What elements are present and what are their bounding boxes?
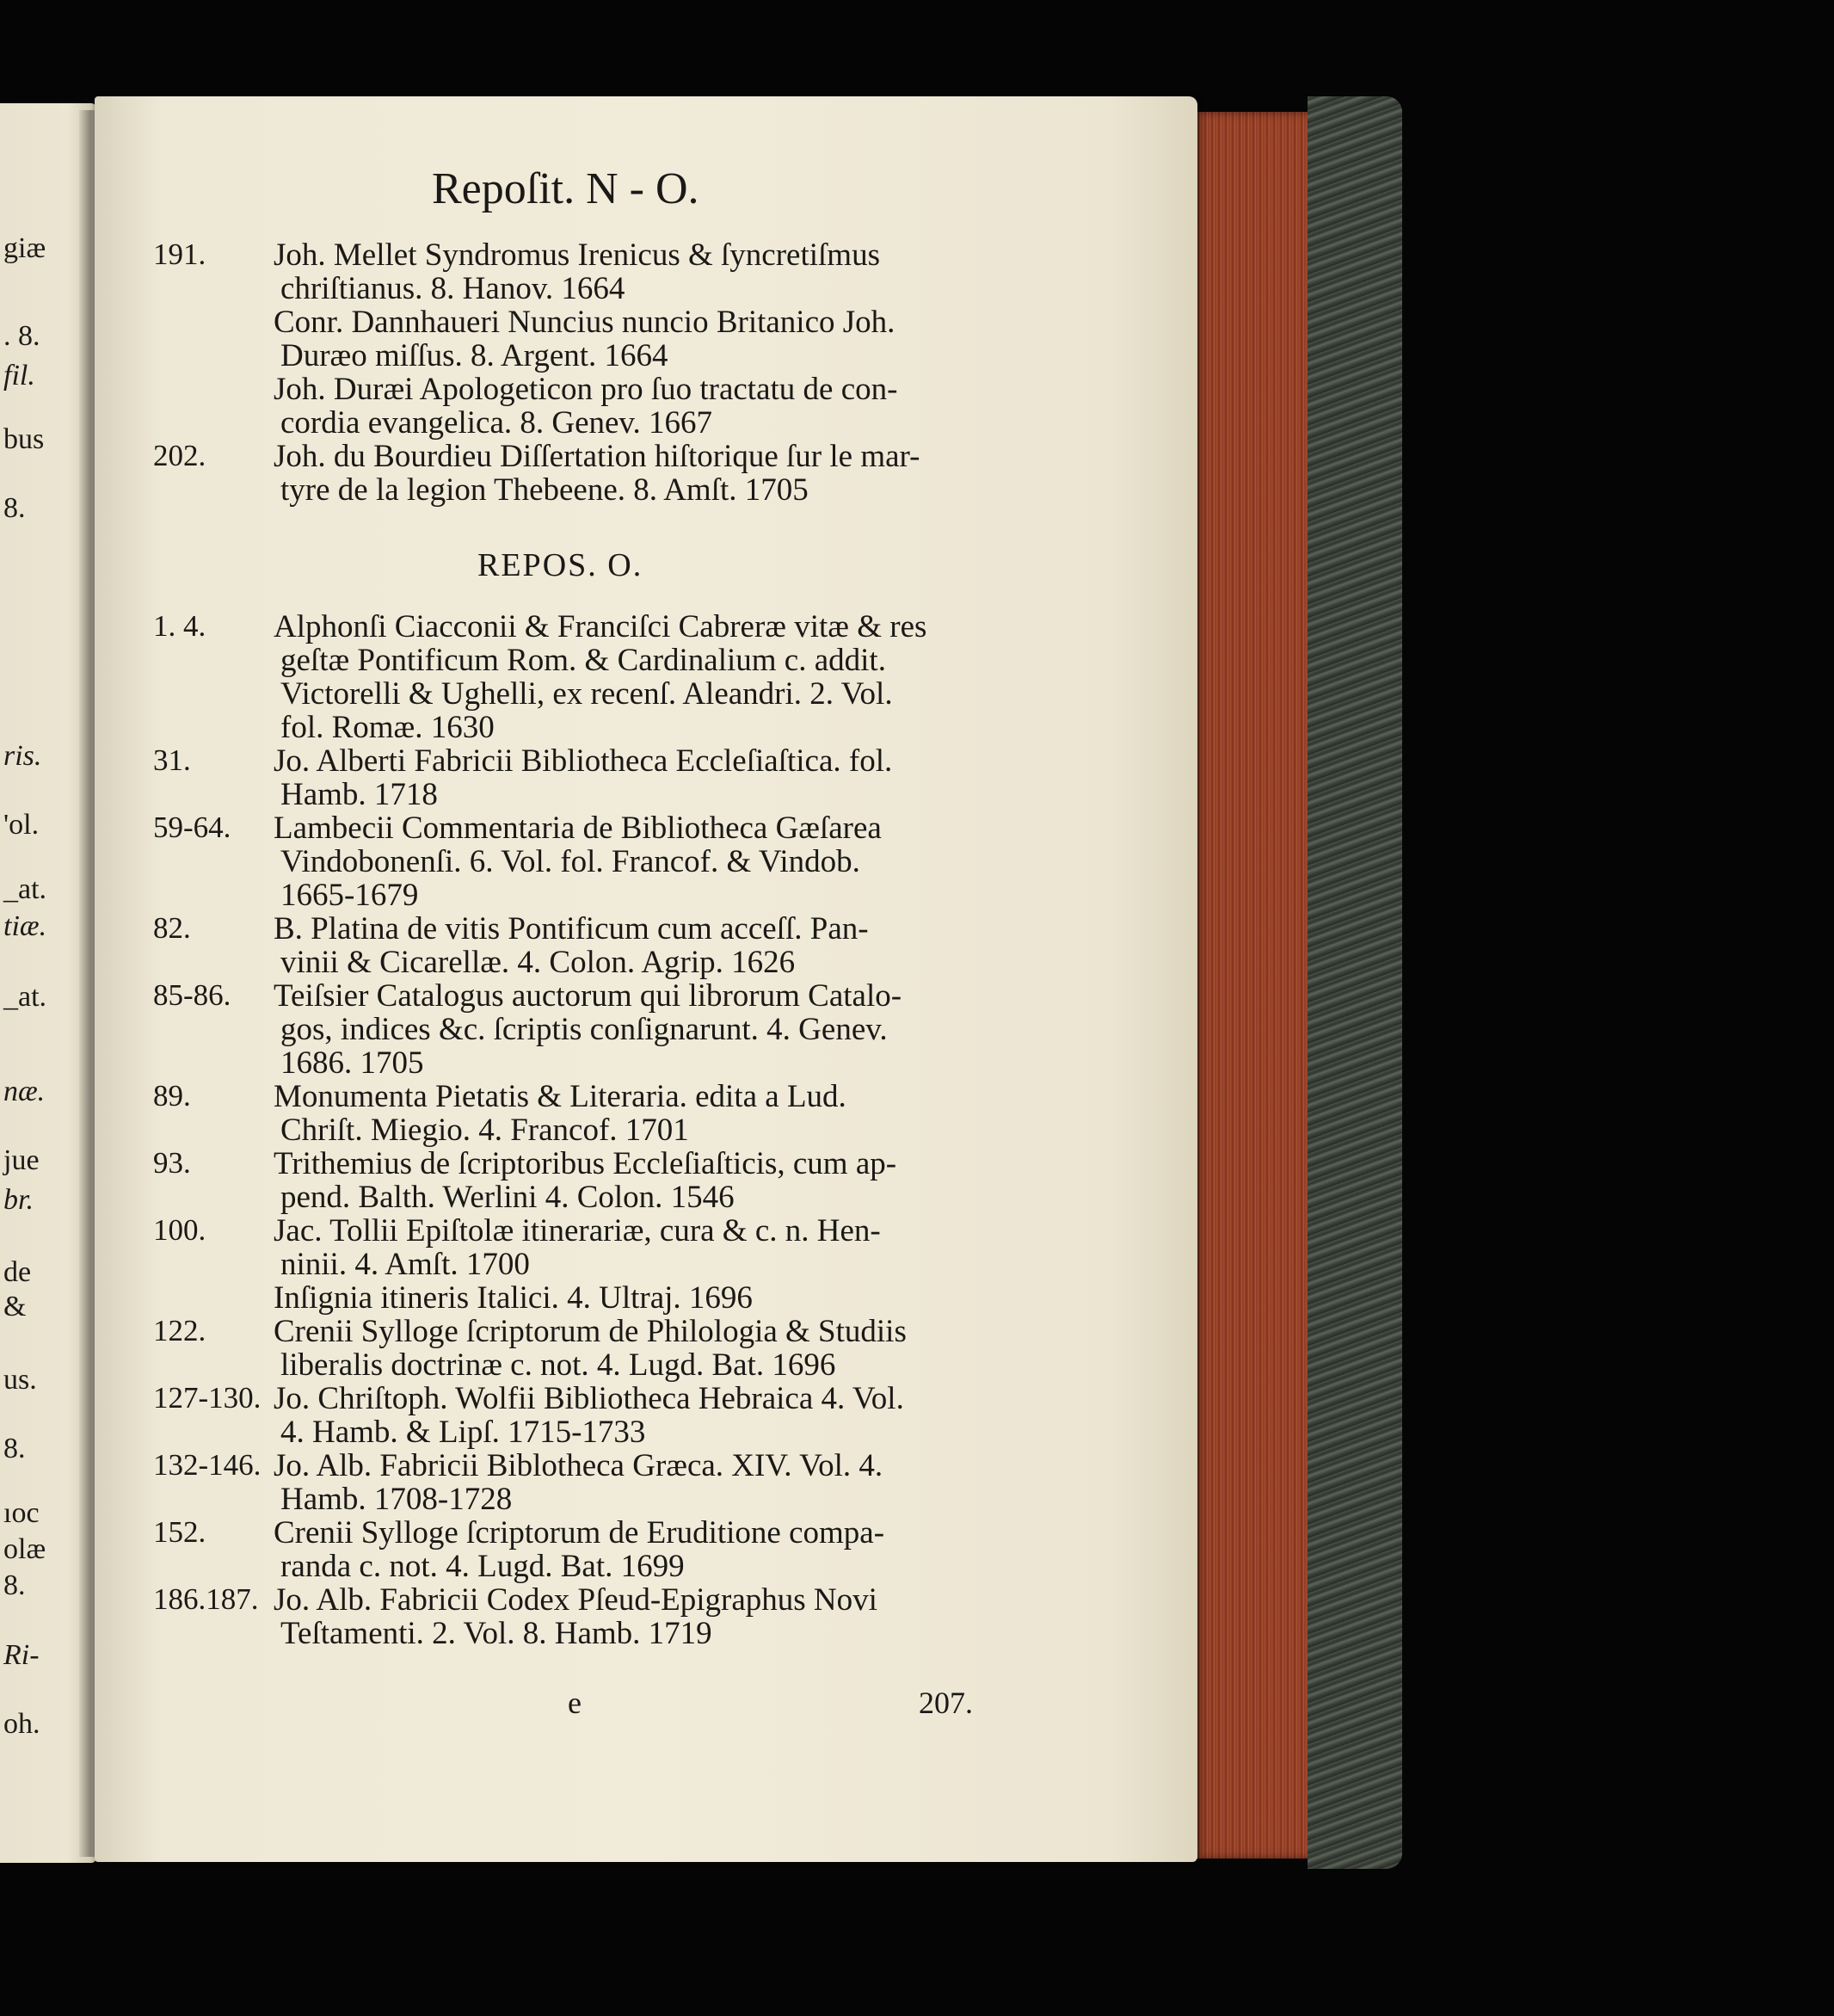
entry-line: Monumenta Pietatis & Literaria. edita a Lud.	[274, 1079, 846, 1114]
left-page-fragment: næ.	[3, 1076, 46, 1107]
left-page-fragment: 'ol.	[3, 809, 40, 841]
left-page-fragment: 8.	[3, 1569, 26, 1601]
entry-line: Jo. Chriſtoph. Wolfii Bibliotheca Hebraica 4. Vol.	[274, 1381, 904, 1416]
entry-shelf-number: 122.	[153, 1314, 206, 1347]
entry-line: Alphonſi Ciacconii & Franciſci Cabreræ vitæ & res	[274, 609, 927, 644]
entry-line: Teiſsier Catalogus auctorum qui librorum Catalo-	[274, 978, 902, 1014]
entry-shelf-number: 85-86.	[153, 978, 231, 1012]
entry-shelf-number: 191.	[153, 237, 206, 271]
left-page-fragment: Ri-	[3, 1639, 40, 1671]
entry-shelf-number: 152.	[153, 1515, 206, 1549]
left-page-fragment: de	[3, 1256, 32, 1288]
entry-line: Crenii Sylloge ſcriptorum de Eruditione compa-	[274, 1515, 885, 1551]
entry-line: tyre de la legion Thebeene. 8. Amſt. 1705	[280, 472, 809, 508]
entry-line: pend. Balth. Werlini 4. Colon. 1546	[280, 1180, 735, 1215]
left-page-fragment: fil.	[3, 360, 35, 391]
left-page-fragment: olæ	[3, 1533, 46, 1565]
entry-line: Teſtamenti. 2. Vol. 8. Hamb. 1719	[280, 1616, 712, 1651]
left-page-fragment: _at.	[3, 873, 47, 905]
entry-shelf-number: 202.	[153, 439, 206, 472]
entry-shelf-number: 186.187.	[153, 1582, 259, 1616]
book-cover	[1308, 96, 1402, 1869]
entry-line: cordia evangelica. 8. Genev. 1667	[280, 405, 713, 441]
entry-line: Jo. Alb. Fabricii Codex Pſeud-Epigraphus Novi	[274, 1582, 877, 1618]
left-page-fragment: . 8.	[3, 320, 40, 352]
entry-line: Crenii Sylloge ſcriptorum de Philologia & Studiis	[274, 1314, 907, 1349]
entry-shelf-number: 82.	[153, 911, 191, 945]
left-page-fragment: ris.	[3, 740, 42, 772]
entry-line: Joh. Duræi Apologeticon pro ſuo tractatu de con-	[274, 372, 898, 407]
left-page-fragment: giæ	[3, 232, 46, 264]
entry-shelf-number: 132-146.	[153, 1448, 262, 1482]
entry-line: Lambecii Commentaria de Bibliotheca Gæſarea	[274, 811, 882, 846]
left-page-fragment: ıoc	[3, 1497, 40, 1529]
entry-shelf-number: 89.	[153, 1079, 191, 1113]
entry-line: 1665-1679	[280, 878, 419, 913]
entry-line: gos, indices &c. ſcriptis conſignarunt. 4. Genev.	[280, 1012, 888, 1047]
page-number: 207.	[919, 1686, 973, 1720]
entry-shelf-number: 100.	[153, 1213, 206, 1247]
entry-line: chriſtianus. 8. Hanov. 1664	[280, 271, 625, 306]
entry-line: B. Platina de vitis Pontificum cum acceſſ. Pan-	[274, 911, 869, 946]
entry-line: Victorelli & Ughelli, ex recenſ. Aleandri. 2. Vol.	[280, 676, 893, 712]
entry-line: Jo. Alb. Fabricii Biblotheca Græca. XIV. Vol. 4.	[274, 1448, 883, 1483]
left-page-fragment: oh.	[3, 1708, 40, 1740]
entry-shelf-number: 59-64.	[153, 811, 231, 844]
page-header: Repoſit. N - O.	[432, 164, 699, 213]
left-page-fragment: br.	[3, 1184, 34, 1216]
entry-line: fol. Romæ. 1630	[280, 710, 495, 745]
entry-shelf-number: 31.	[153, 743, 191, 777]
entry-line: randa c. not. 4. Lugd. Bat. 1699	[280, 1549, 685, 1584]
entry-line: Duræo miſſus. 8. Argent. 1664	[280, 338, 668, 373]
left-page-fragment: tiæ.	[3, 910, 47, 942]
entry-shelf-number: 1. 4.	[153, 609, 206, 643]
entry-line: Jac. Tollii Epiſtolæ itinerariæ, cura & c. n. Hen-	[274, 1213, 881, 1248]
left-page-fragment: 8.	[3, 1433, 26, 1464]
entry-line: ninii. 4. Amſt. 1700	[280, 1247, 530, 1282]
left-page-fragment: bus	[3, 423, 45, 455]
entry-line: Conr. Dannhaueri Nuncius nuncio Britanico Joh.	[274, 305, 895, 340]
entry-line: Hamb. 1718	[280, 777, 438, 812]
left-page-fragment: us.	[3, 1364, 37, 1396]
entry-line: Jo. Alberti Fabricii Bibliotheca Eccleſiaſtica. fol.	[274, 743, 893, 779]
entry-line: Chriſt. Miegio. 4. Francof. 1701	[280, 1113, 689, 1148]
left-page-fragment: _at.	[3, 981, 47, 1013]
entry-line: Trithemius de ſcriptoribus Eccleſiaſticis, cum ap-	[274, 1146, 897, 1181]
entry-line: 4. Hamb. & Lipſ. 1715-1733	[280, 1415, 646, 1450]
entry-shelf-number: 93.	[153, 1146, 191, 1180]
entry-line: 1686. 1705	[280, 1045, 424, 1081]
page-edges	[1194, 112, 1323, 1859]
entry-line: Vindobonenſi. 6. Vol. fol. Francof. & Vindob.	[280, 844, 860, 879]
entry-line: Joh. du Bourdieu Diſſertation hiſtorique ſur le mar-	[274, 439, 920, 474]
entry-line: geſtæ Pontificum Rom. & Cardinalium c. addit.	[280, 643, 886, 678]
left-page-fragment: &	[3, 1291, 27, 1322]
entry-shelf-number: 127-130.	[153, 1381, 262, 1415]
left-page-fragment: 8.	[3, 492, 26, 524]
section-heading: REPOS. O.	[477, 547, 643, 583]
entry-line: vinii & Cicarellæ. 4. Colon. Agrip. 1626	[280, 945, 796, 980]
entry-line: liberalis doctrinæ c. not. 4. Lugd. Bat. 1696	[280, 1347, 836, 1383]
left-page-fragment: jue	[3, 1144, 40, 1176]
entry-line: Hamb. 1708-1728	[280, 1482, 513, 1517]
entry-line: Joh. Mellet Syndromus Irenicus & ſyncretiſmus	[274, 237, 880, 273]
signature-mark: e	[568, 1686, 582, 1720]
entry-line: Inſignia itineris Italici. 4. Ultraj. 1696	[274, 1280, 753, 1316]
